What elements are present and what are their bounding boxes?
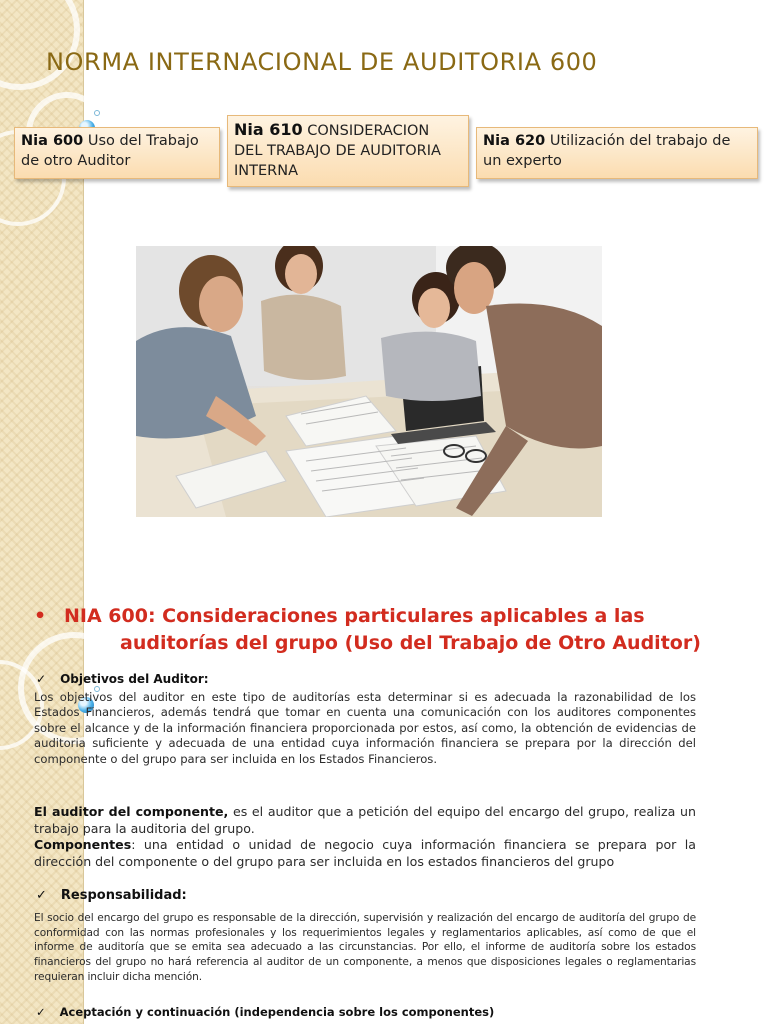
team-meeting-photo [136, 246, 602, 517]
section-heading [34, 603, 734, 657]
box-code: Nia 610 [234, 120, 303, 139]
nia-620-box [476, 127, 758, 179]
nia-600-box [14, 127, 220, 179]
bullet-icon: • [34, 605, 47, 627]
responsabilidad-paragraph: El socio del encargo del grupo es responsable de la dirección, supervisión y realización del encargo de auditoría del grupo de conformidad con las normas profesionales y los requerimientos legales y reglamentarios aplicables, así como de que el informe de auditoría que se emita sea adecuado a las circunstancias. Por ello, el informe de auditoría sobre los estados financieros del grupo no hará referencia al auditor de un componente, a menos que disposiciones legales o reglamentarias requieran incluir dicha mención. [34, 912, 696, 983]
box-code: Nia 600 [21, 133, 84, 149]
responsabilidad-title: Responsabilidad: [60, 888, 187, 903]
heading-line-2: auditorías del grupo (Uso del Trabajo de Otro Auditor) [120, 632, 701, 654]
box-text: CONSIDERACION DEL TRABAJO DE AUDITORIA INTERNA [234, 123, 441, 179]
box-text: Uso del Trabajo de otro Auditor [21, 133, 199, 169]
check-icon: ✓ [36, 1005, 46, 1019]
objetivos-paragraph: Los objetivos del auditor en este tipo de auditorías esta determinar si es adecuada la razonabilidad de los Estados Financieros, además tendrá que tomar en cuenta una comunicación con los auditores componentes sobre el alcance y de la información financiera proporcionada por estos, así como, la obtención de evidencias de auditoria suficiente y adecuada de una entidad cuya información financiera se prepara por la dirección del componente o del grupo para ser incluida en los Estados Financieros. [34, 690, 696, 766]
nia-610-box [227, 115, 469, 187]
auditor-label: El auditor del componente, [34, 804, 229, 819]
heading-line-1: NIA 600: Consideraciones particulares aplicables a las [64, 605, 645, 627]
decorative-dot-icon [94, 110, 100, 116]
componentes-paragraph [34, 836, 696, 870]
auditor-componente-paragraph [34, 803, 696, 837]
objetivos-title-row [36, 672, 209, 686]
check-icon: ✓ [36, 672, 47, 686]
aceptacion-title-row [36, 1005, 494, 1019]
box-code: Nia 620 [483, 133, 546, 149]
componentes-text: : una entidad o unidad de negocio cuya información financiera se prepara por la dirección del componente o del grupo para ser incluida en los estados financieros del grupo [34, 837, 696, 869]
objetivos-title: Objetivos del Auditor: [60, 672, 209, 686]
aceptacion-title: Aceptación y continuación (independencia sobre los componentes) [59, 1005, 495, 1019]
decorative-ring [0, 0, 80, 90]
page-title: NORMA INTERNACIONAL DE AUDITORIA 600 [46, 48, 598, 76]
box-text: Utilización del trabajo de un experto [483, 133, 731, 169]
responsabilidad-title-row [36, 888, 187, 903]
componentes-label: Componentes [34, 837, 132, 852]
check-icon: ✓ [36, 888, 47, 903]
auditor-text: es el auditor que a petición del equipo del encargo del grupo, realiza un trabajo para la auditoria del grupo. [34, 804, 696, 836]
photo-illustration [136, 246, 602, 517]
